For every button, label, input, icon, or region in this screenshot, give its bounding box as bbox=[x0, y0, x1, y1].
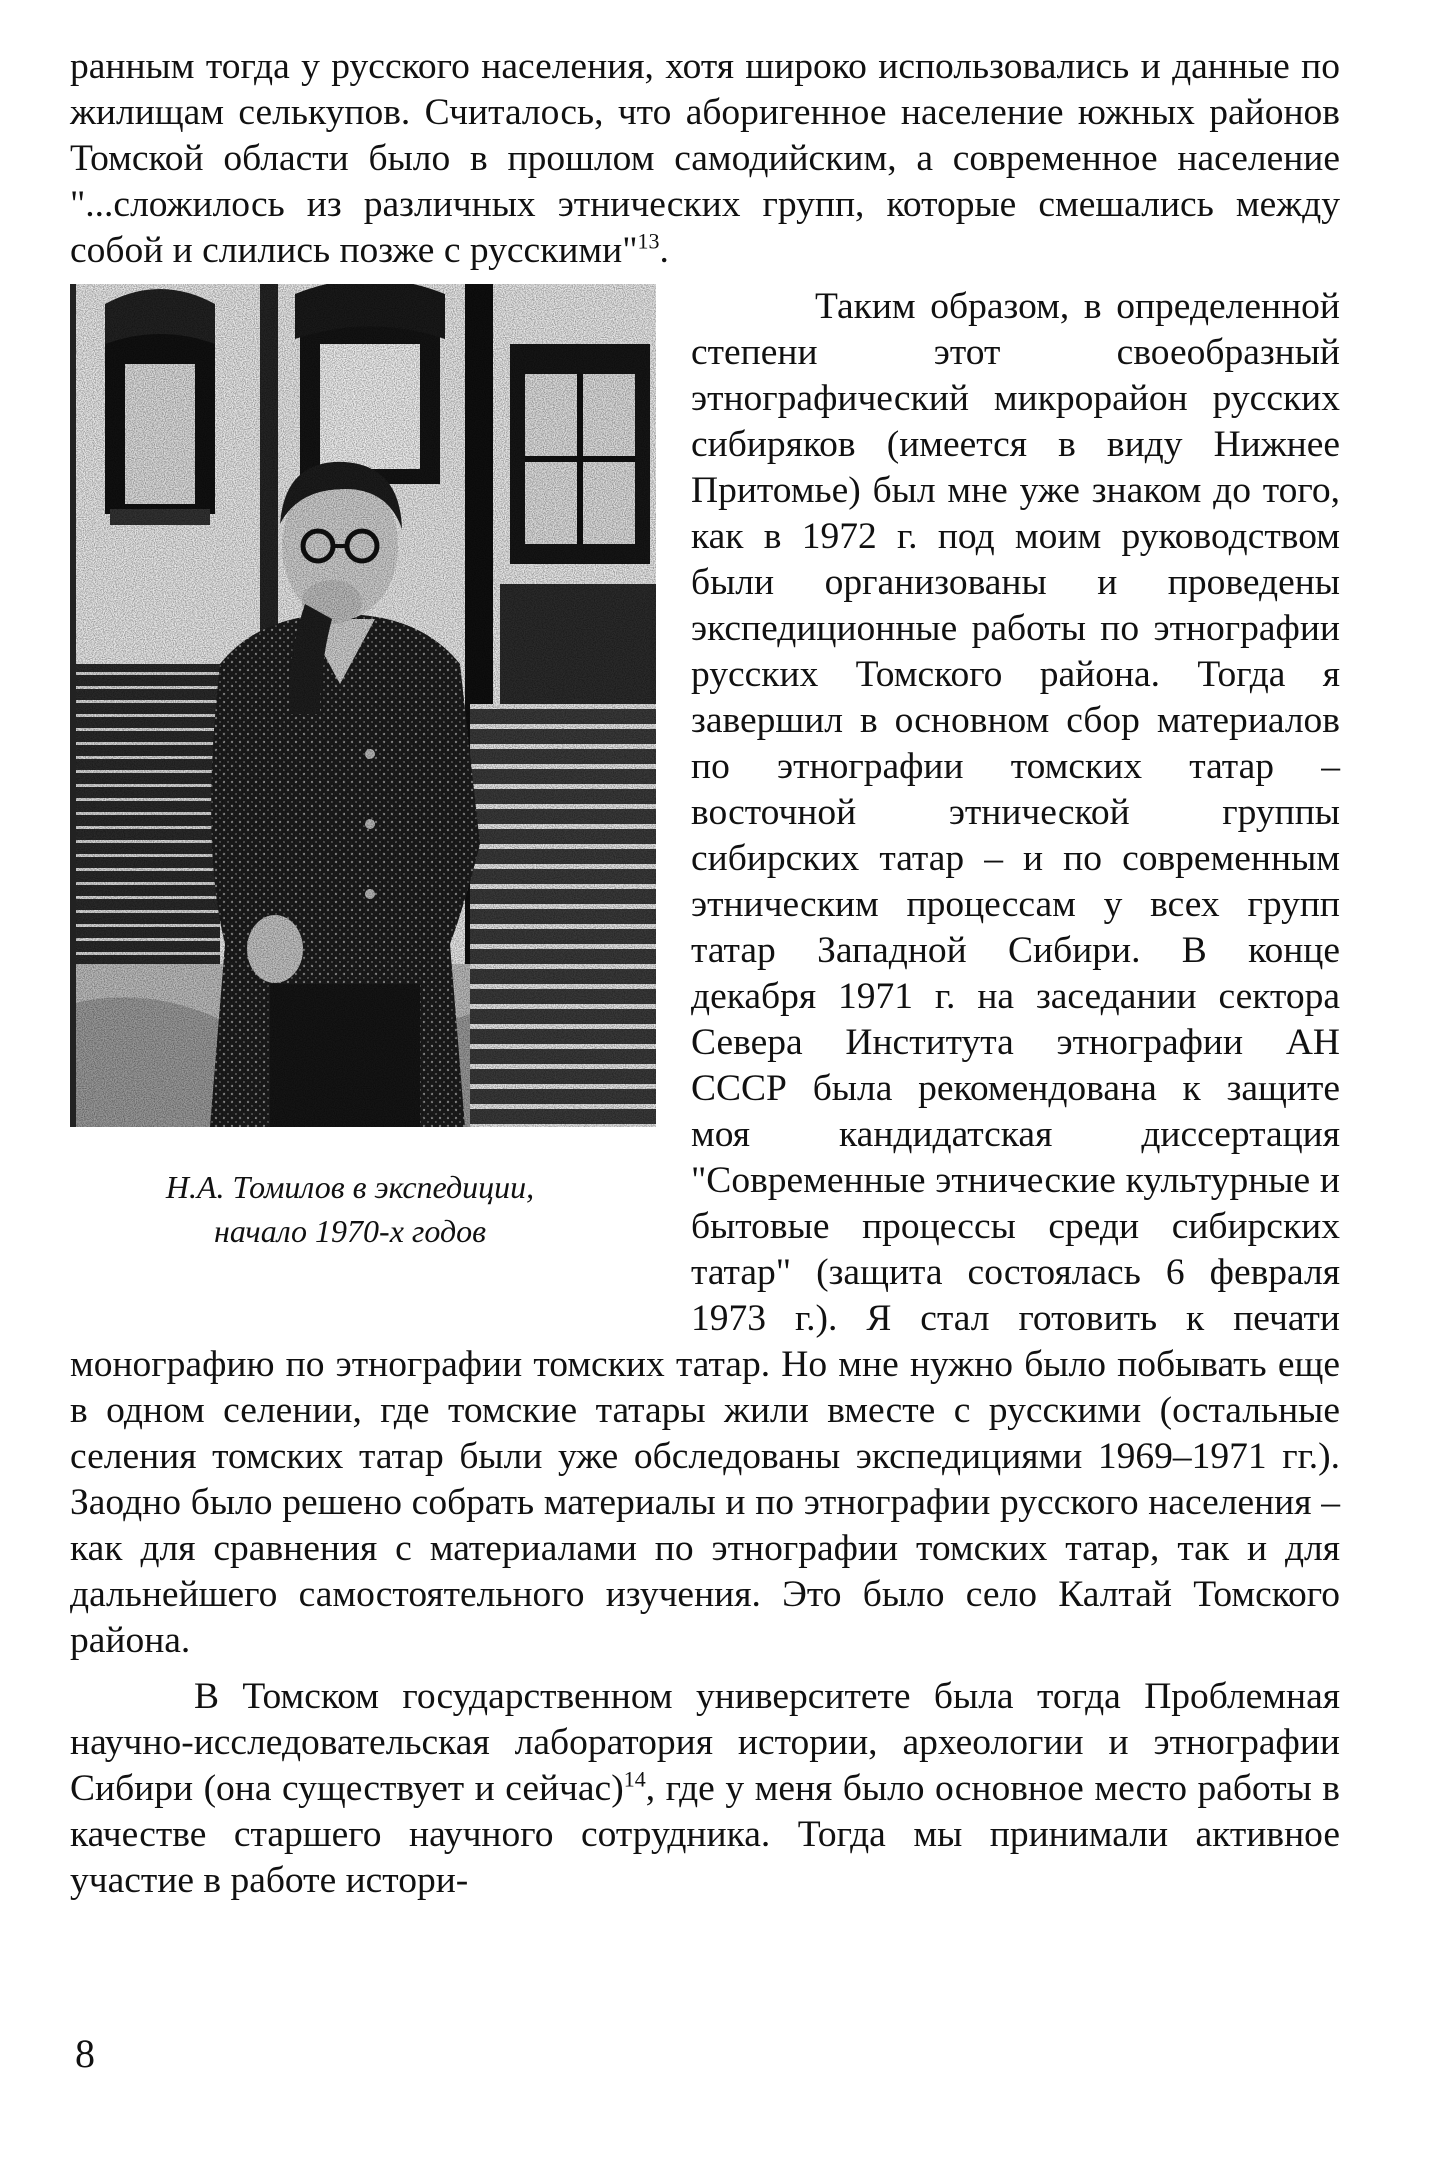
footnote-ref-13: 13 bbox=[637, 228, 660, 254]
caption-line-1: Н.А. Томилов в экспедиции, bbox=[165, 1169, 535, 1205]
footnote-ref-14: 14 bbox=[623, 1766, 646, 1792]
caption-line-2: начало 1970-х годов bbox=[213, 1213, 487, 1249]
paragraph-1: ранным тогда у русского населения, хотя широко использовались и данные по жилищам селькупов. Считалось, что аборигенное население южных районов Томской области было в прошлом самодийским, а современное население "...сложилось из различных этнических групп, которые смешались между собой и слились позже с русскими"$^{13}$. bbox=[70, 46, 1340, 271]
book-page bbox=[70, 44, 1340, 2124]
paragraph-3: В Томском государственном университете была тогда Проблемная научно-исследовательская лаборатория истории, археологии и этнографии Сибири (она существует и сейчас)$^{14}$, где у меня было основное место работы в качестве старшего научного сотрудника. Тогда мы принимали активное участие в работе истори- bbox=[70, 1676, 1340, 1901]
portrait-photo bbox=[70, 284, 656, 1127]
page-number: 8 bbox=[75, 2031, 95, 2076]
photo-caption bbox=[70, 1165, 630, 1253]
paragraph-2: Таким образом, в определенной степени этот своеобразный этнографический микрорайон русских сибиряков (имеется в виду Нижнее Притомье) был мне уже знаком до того, как в 1972 г. под моим руководством были организованы и проведены экспедиционные работы по этнографии русских Томского района. Тогда я завершил в основном сбор материалов по этнографии томских татар – восточной этнической группы сибирских татар – и по современным этническим процессам у всех групп татар Западной Сибири. В конце декабря 1971 г. на заседании сектора Севера Института этнографии АН СССР была рекомендована к защите моя кандидатская диссертация "Современные этнические культурные и бытовые процессы среди сибирских татар" (защита состоялась 6 февраля 1973 г.). Я стал готовить к печати монографию по этнографии томских татар. Но мне нужно было побывать еще в одном селении, где томские татары жили вместе с русскими (остальные селения томских татар были уже обследованы экспедициями 1969–1971 гг.). Заодно было решено собрать материалы и по этнографии русского населения – как для сравнения с материалами по этнографии томских татар, так и для дальнейшего самостоятельного изучения. Это было село Калтай Томского района. bbox=[70, 286, 1340, 1661]
figure bbox=[70, 274, 667, 1312]
